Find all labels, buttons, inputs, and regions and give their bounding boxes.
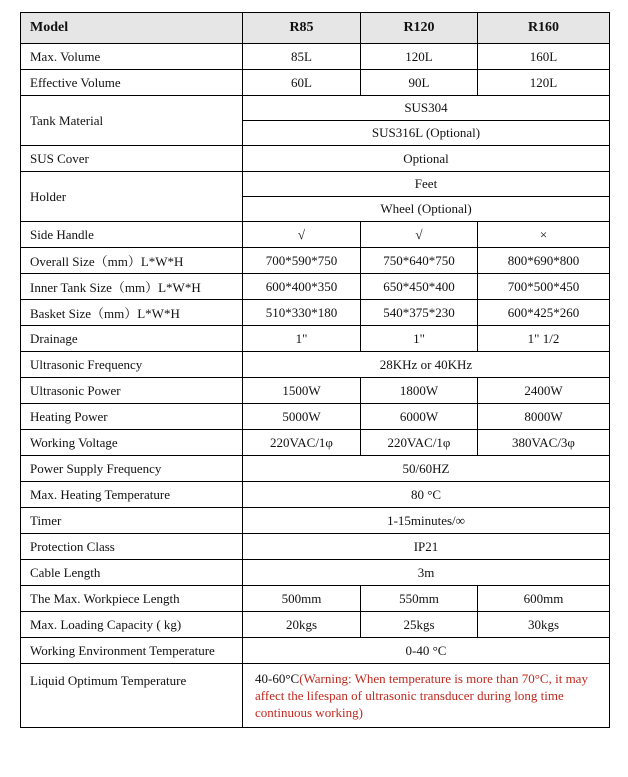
cell-all-models: IP21: [243, 534, 610, 560]
row-working-voltage: [21, 430, 610, 456]
cell-all-models: 1-15minutes/∞: [243, 508, 610, 534]
row-sus-cover: [21, 146, 610, 172]
row-drainage: [21, 326, 610, 352]
row-liquid-optimum-temperature: [21, 664, 610, 728]
cell-r160: 160L: [478, 44, 610, 70]
cell-all-models: Optional: [243, 146, 610, 172]
row-label: Timer: [21, 508, 243, 534]
row-effective-volume: [21, 70, 610, 96]
row-power-supply-frequency: [21, 456, 610, 482]
row-inner-tank-size: [21, 274, 610, 300]
cell-r120: 220VAC/1φ: [361, 430, 478, 456]
row-label: Liquid Optimum Temperature: [21, 664, 243, 728]
cell-r160: 2400W: [478, 378, 610, 404]
cell-r160: 600*425*260: [478, 300, 610, 326]
header-r85: R85: [243, 13, 361, 44]
row-tank-material: [21, 96, 610, 121]
row-label: Max. Heating Temperature: [21, 482, 243, 508]
cell-all-models: SUS304: [243, 96, 610, 121]
cell-all-models: 50/60HZ: [243, 456, 610, 482]
cell-r120: 540*375*230: [361, 300, 478, 326]
cell-r85: 5000W: [243, 404, 361, 430]
spec-table: [20, 12, 610, 728]
row-label: The Max. Workpiece Length: [21, 586, 243, 612]
row-label: Ultrasonic Power: [21, 378, 243, 404]
row-side-handle: [21, 222, 610, 248]
row-label: Effective Volume: [21, 70, 243, 96]
cell-r85: 1": [243, 326, 361, 352]
row-label: Working Voltage: [21, 430, 243, 456]
header-r120: R120: [361, 13, 478, 44]
row-label: Holder: [21, 172, 243, 222]
row-label: Protection Class: [21, 534, 243, 560]
cell-r120: 1": [361, 326, 478, 352]
cell-r120: 25kgs: [361, 612, 478, 638]
row-max-volume: [21, 44, 610, 70]
cell-r120: 750*640*750: [361, 248, 478, 274]
row-label: Power Supply Frequency: [21, 456, 243, 482]
liquid-temperature-value: 40-60°C: [255, 671, 300, 686]
cell-r160: 800*690*800: [478, 248, 610, 274]
row-holder: [21, 172, 610, 197]
row-label: Max. Volume: [21, 44, 243, 70]
cross-icon: ×: [478, 222, 610, 248]
row-label: Tank Material: [21, 96, 243, 146]
row-protection-class: [21, 534, 610, 560]
cell-r160: 380VAC/3φ: [478, 430, 610, 456]
cell-all-models: 0-40 °C: [243, 638, 610, 664]
row-basket-size: [21, 300, 610, 326]
cell-r160: 30kgs: [478, 612, 610, 638]
cell-all-models: Feet: [243, 172, 610, 197]
header-model: Model: [21, 13, 243, 44]
cell-r160: 1" 1/2: [478, 326, 610, 352]
row-timer: [21, 508, 610, 534]
row-label: Heating Power: [21, 404, 243, 430]
header-r160: R160: [478, 13, 610, 44]
row-cable-length: [21, 560, 610, 586]
cell-r85: 1500W: [243, 378, 361, 404]
cell-r120: 1800W: [361, 378, 478, 404]
cell-r85: 700*590*750: [243, 248, 361, 274]
row-heating-power: [21, 404, 610, 430]
check-icon: √: [243, 222, 361, 248]
row-ultrasonic-frequency: [21, 352, 610, 378]
warning-text: (Warning: When temperature is more than 70°C, it may affect the lifespan of ultrasonic transducer during long time continuous working): [255, 671, 588, 720]
row-label: Side Handle: [21, 222, 243, 248]
cell-r85: 510*330*180: [243, 300, 361, 326]
row-max-loading-capacity: [21, 612, 610, 638]
cell-r160: 700*500*450: [478, 274, 610, 300]
cell-all-models: SUS316L (Optional): [243, 121, 610, 146]
cell-all-models: 3m: [243, 560, 610, 586]
cell-r85: 60L: [243, 70, 361, 96]
cell-r120: 90L: [361, 70, 478, 96]
cell-all-models: 80 °C: [243, 482, 610, 508]
table-header-row: [21, 13, 610, 44]
cell-r160: 8000W: [478, 404, 610, 430]
cell-r160: 600mm: [478, 586, 610, 612]
cell-r85: 600*400*350: [243, 274, 361, 300]
cell-r85: 220VAC/1φ: [243, 430, 361, 456]
row-label: Max. Loading Capacity ( kg): [21, 612, 243, 638]
row-max-workpiece-length: [21, 586, 610, 612]
row-working-environment-temperature: [21, 638, 610, 664]
cell-all-models: 28KHz or 40KHz: [243, 352, 610, 378]
row-label: SUS Cover: [21, 146, 243, 172]
cell-r120: 6000W: [361, 404, 478, 430]
cell-r160: 120L: [478, 70, 610, 96]
cell-r85: 500mm: [243, 586, 361, 612]
row-label: Ultrasonic Frequency: [21, 352, 243, 378]
cell-r85: 85L: [243, 44, 361, 70]
row-label: Overall Size（mm）L*W*H: [21, 248, 243, 274]
row-label: Inner Tank Size（mm）L*W*H: [21, 274, 243, 300]
row-overall-size: [21, 248, 610, 274]
liquid-temperature-note: [243, 664, 610, 728]
cell-r120: 120L: [361, 44, 478, 70]
row-label: Drainage: [21, 326, 243, 352]
row-ultrasonic-power: [21, 378, 610, 404]
row-max-heating-temperature: [21, 482, 610, 508]
cell-r120: 550mm: [361, 586, 478, 612]
row-label: Working Environment Temperature: [21, 638, 243, 664]
row-label: Basket Size（mm）L*W*H: [21, 300, 243, 326]
row-label: Cable Length: [21, 560, 243, 586]
cell-r85: 20kgs: [243, 612, 361, 638]
cell-all-models: Wheel (Optional): [243, 197, 610, 222]
check-icon: √: [361, 222, 478, 248]
cell-r120: 650*450*400: [361, 274, 478, 300]
